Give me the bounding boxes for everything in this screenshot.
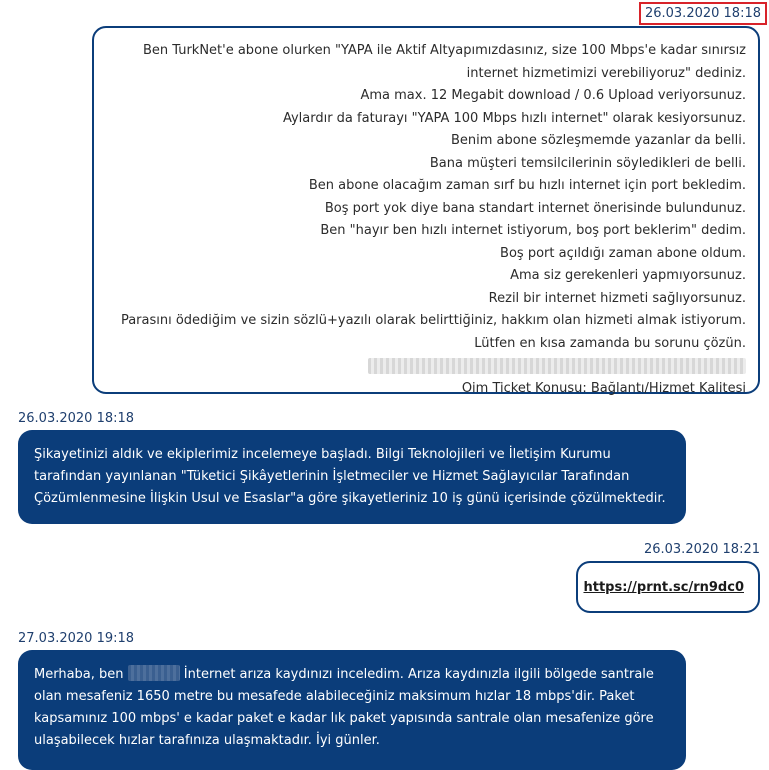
outgoing-message-bubble	[576, 561, 760, 613]
message-timestamp: 26.03.2020 18:18	[18, 411, 135, 426]
message-text	[121, 40, 746, 400]
incoming-message-bubble	[18, 650, 686, 770]
message-text: İnternet arıza kaydınızı inceledim. Arıza kaydınızla ilgili bölgede santrale olan mesafeniz 1650 metre bu mesafede alabileceğiniz maksimum hızlar 18 mbps'dir. Paket kapsamınız 100 mbps' e kadar paket e kadar lık paket yapısında santrale olan mesafenize göre ulaşabilecek hızlar tarafınıza ulaşmaktadır. İyi günler.	[34, 667, 654, 748]
message-line: Bana müşteri temsilcilerinin söyledikleri de belli.	[429, 155, 746, 171]
message-timestamp: 26.03.2020 18:18	[639, 2, 767, 25]
shared-link[interactable]: https://prnt.sc/rn9dc0	[583, 579, 744, 595]
message-line: Aylardır da faturayı "YAPA 100 Mbps hızlı internet" olarak kesiyorsunuz.	[282, 110, 746, 126]
message-line: Ben "hayır ben hızlı internet istiyorum, boş port beklerim" dedim.	[320, 223, 746, 238]
outgoing-message-bubble	[92, 26, 760, 394]
message-line: Benim abone sözleşmemde yazanlar da belli.	[450, 133, 746, 148]
message-line: Ama siz gerekenleri yapmıyorsunuz.	[510, 268, 746, 283]
message-timestamp: 27.03.2020 19:18	[18, 631, 135, 646]
message-line: Ben abone olacağım zaman sırf bu hızlı internet için port bekledim.	[308, 178, 746, 193]
redacted-line	[121, 355, 746, 378]
message-line: Boş port yok diye bana standart internet önerisinde bulundunuz.	[324, 200, 746, 216]
message-line: Lütfen en kısa zamanda bu sorunu çözün.	[474, 335, 746, 351]
message-greeting: Merhaba, ben	[34, 667, 124, 682]
message-line: Ben TurkNet'e abone olurken "YAPA ile Aktif Altyapımızdasınız, size 100 Mbps'e kadar sınırsız	[142, 43, 746, 58]
redacted-name	[128, 665, 180, 681]
incoming-message-bubble	[18, 430, 686, 524]
redacted-text	[368, 358, 746, 374]
message-text: Şikayetinizi aldık ve ekiplerimiz incelemeye başladı. Bilgi Teknolojileri ve İletişim Kurumu tarafından yayınlanan "Tüketici Şikâyetlerinin İşletmeciler ve Hizmet Sağlayıcılar Tarafından Çözümlenmesine İlişkin Usul ve Esaslar"a göre şikayetleriniz 10 iş günü içerisinde çözülmektedir.	[34, 447, 666, 506]
message-line: Boş port açıldığı zaman abone oldum.	[500, 245, 746, 261]
message-line: Rezil bir internet hizmeti sağlıyorsunuz.	[488, 290, 746, 306]
message-line: internet hizmetimizi verebiliyoruz" dediniz.	[466, 65, 746, 81]
message-line: Parasını ödediğim ve sizin sözlü+yazılı olarak belirttiğiniz, hakkım olan hizmeti almak istiyorum.	[120, 313, 746, 328]
message-timestamp: 26.03.2020 18:21	[643, 542, 760, 557]
message-line: Ama max. 12 Megabit download / 0.6 Upload veriyorsunuz.	[360, 88, 746, 103]
ticket-subject: Oim Ticket Konusu: Bağlantı/Hizmet Kalitesi	[461, 380, 746, 396]
